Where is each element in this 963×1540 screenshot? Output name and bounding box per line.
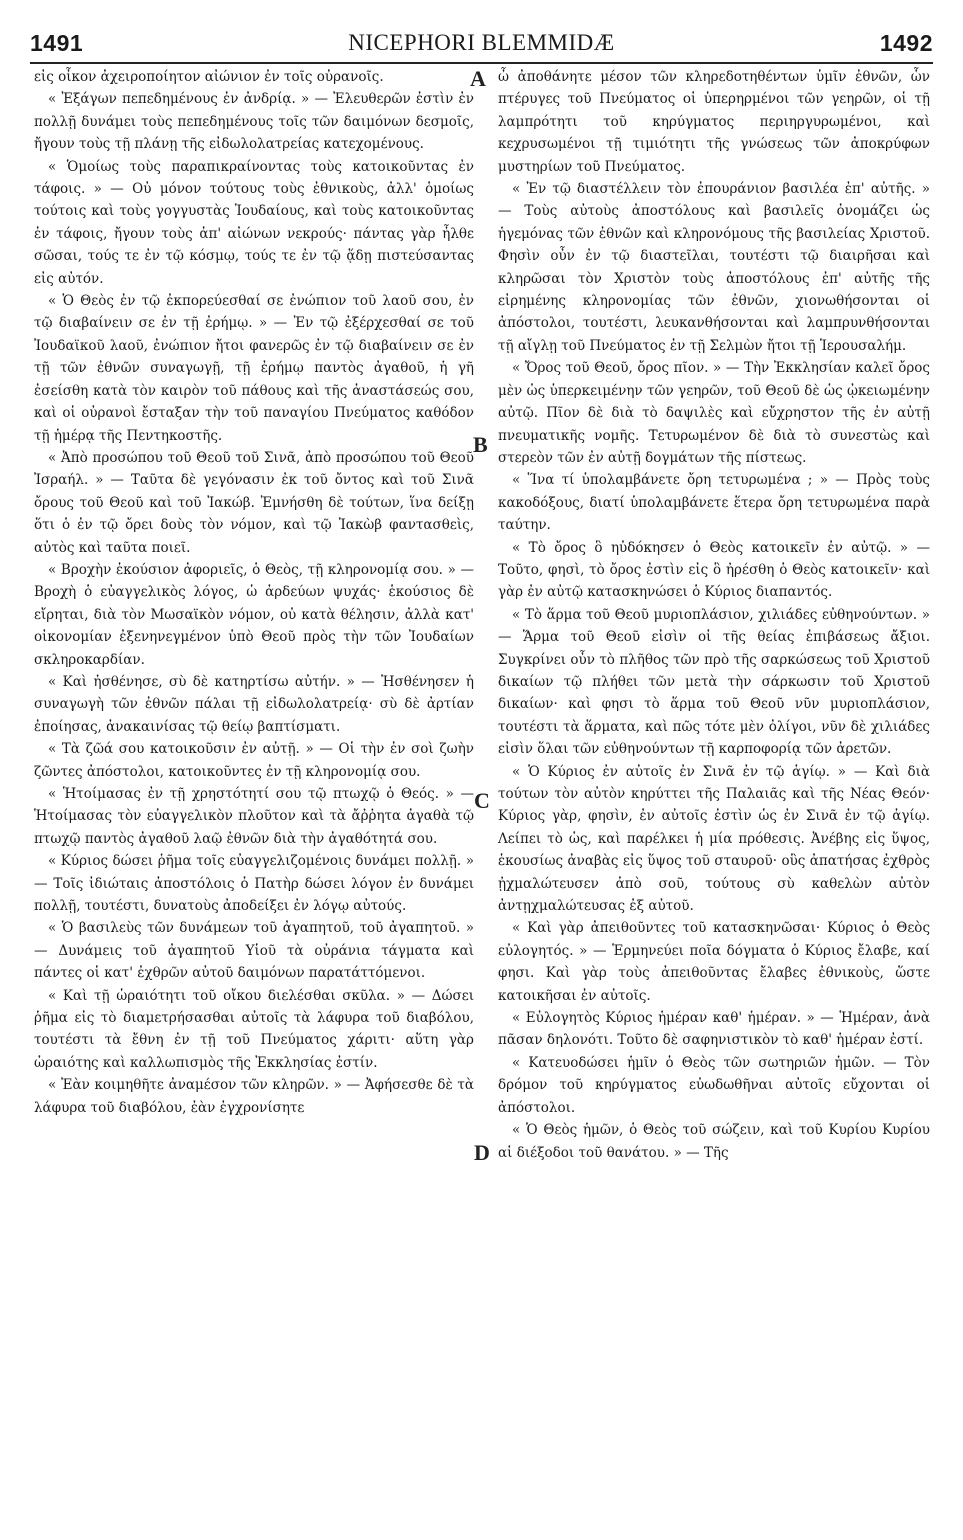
margin-letter-a: A xyxy=(470,66,486,91)
paragraph: εἰς οἶκον ἀχειροποίητον αἰώνιον ἐν τοῖς οὐρανοῖς. xyxy=(34,69,384,85)
right-page-number: 1492 xyxy=(879,30,933,56)
left-column xyxy=(34,66,474,1119)
paragraph: « Ἐξάγων πεπεδημένους ἐν ἀνδρίᾳ. » — Ἐλευθερῶν ἐστὶν ἐν πολλῇ δυνάμει τοὺς πεπεδημένους τοῖς τῶν δαιμόνων δεσμοῖς, ἤγουν τοὺς τῇ πλάνῃ τῆς εἰδωλολατρείας κατεχομένους. xyxy=(34,91,474,153)
paragraph: « Ἐὰν κοιμηθῆτε ἀναμέσον τῶν κληρῶν. » — Ἀφήσεσθε δὲ τὰ λάφυρα τοῦ διαβόλου, ἐὰν ἐγχρονίσητε xyxy=(34,1077,474,1116)
running-head xyxy=(30,22,933,64)
paragraph: « Ἐν τῷ διαστέλλειν τὸν ἐπουράνιον βασιλέα ἐπ' αὐτῆς. » — Τοὺς αὐτοὺς ἀποστόλους καὶ βασιλεῖς ὀνομάζει ὡς ἡγεμόνας τῶν ἐθνῶν καὶ κληρονόμους τῆς βασιλείας Χριστοῦ. Φησὶν οὖν ἐν τῷ διαστεῖλαι, τουτέστι τῷ διαιρῆσαι καὶ κληρῶσαι τὸν Χριστὸν τοὺς ἀποστόλους ἐπ' αὐτῆς τῆς εἰρημένης κληρονομίας τῶν ἐθνῶν, χιονωθήσονται οἱ ἀπόστολοι, τουτέστι, λευκανθήσονται καὶ λαμπρυνθήσονται τῇ αἴγλῃ τοῦ Πνεύματος ἐν τῇ Σελμὼν ἤτοι τῇ Ἱερουσαλήμ. xyxy=(498,181,930,354)
paragraph: « Ὁ βασιλεὺς τῶν δυνάμεων τοῦ ἀγαπητοῦ, τοῦ ἀγαπητοῦ. » — Δυνάμεις τοῦ ἀγαπητοῦ Υἱοῦ τὰ οὐράνια τάγματα καὶ πάντες οἱ κατ' ἐχθρῶν αὐτοῦ δαιμόνων παρατάττόμενοι. xyxy=(34,920,474,982)
paragraph: « Κύριος δώσει ῥῆμα τοῖς εὐαγγελιζομένοις δυνάμει πολλῇ. » — Τοῖς ἰδιώταις ἀποστόλοις ὁ Πατὴρ δώσει λόγον ἐν δυνάμει πολλῇ, τουτέστι, δυνατοὺς ἀποδείξει ἐν λόγῳ αὐτούς. xyxy=(34,853,474,915)
right-column xyxy=(498,66,930,1164)
paragraph: « Τὸ ἅρμα τοῦ Θεοῦ μυριοπλάσιον, χιλιάδες εὐθηνούντων. » — Ἅρμα τοῦ Θεοῦ εἰσὶν οἱ τῆς θείας ἐπιβάσεως ἄξιοι. Συγκρίνει οὖν τὸ πλῆθος τῶν πρὸ τῆς σαρκώσεως τοῦ Χριστοῦ δικαίων τῷ πλήθει τῶν μετὰ τὴν σάρκωσιν τοῦ Χριστοῦ δικαίων· καὶ φησι τὸ ἅρμα τοῦ Θεοῦ νῦν μυριοπλάσιον, τουτέστι τὰ ἅρματα, καὶ πῶς τότε μὲν ὀλίγοι, νῦν δὲ χιλιάδες εἰσὶν ὅλαι τῶν εὐθηνούντων τῇ καρποφορίᾳ τῶν ἀρετῶν. xyxy=(498,606,930,758)
paragraph: ὦ ἀποθάνητε μέσον τῶν κληρεδοτηθέντων ὑμῖν ἐθνῶν, ὧν πτέρυγες τοῦ Πνεύματος οἱ ὑπερηρμένοι τῶν γεηρῶν, οἱ τῇ λαμπρότητι τοῦ κηρύγματος περιηργυρωμένοι, καὶ κεχρυσωμένοι τῇ τιμιότητι τῆς γνώσεως τῶν ἀποκρύφων μυστηρίων τοῦ Πνεύματος. xyxy=(498,69,930,175)
paragraph: « Ὁ Κύριος ἐν αὐτοῖς ἐν Σινᾶ ἐν τῷ ἁγίῳ. » — Καὶ διὰ τούτων τὸν αὐτὸν κηρύττει τῆς Παλαιᾶς καὶ τῆς Νέας Θεόν· Κύριος γὰρ, φησὶν, ἐν αὐτοῖς ἐστὶν ὡς ἐν Σινᾶ ἐν τῷ ἁγίῳ. Λείπει τὸ ὡς, καὶ παρέλκει ἡ μία πρόθεσις. Ἀνέβης εἰς ὕψος, ἑκουσίως ἀναβὰς εἰς ὕψος τοῦ σταυροῦ· οὓς ἀπατήσας ἐχθρὸς ᾐχμαλώτευσεν ἀπὸ σοῦ, τούτους σὺ καθελὼν αὐτὸν ἀντῃχμαλώτευσας ἐξ αὐτοῦ. xyxy=(498,763,930,915)
paragraph: « Ὁμοίως τοὺς παραπικραίνοντας τοὺς κατοικοῦντας ἐν τάφοις. » — Οὐ μόνον τούτους τοὺς ἐθνικοὺς, ἀλλ' ὁμοίως τούτοις καὶ τοὺς γογγυστὰς Ἰουδαίους, καὶ τοὺς κατοικοῦντας ἐν τάφοις, ἤγουν τοὺς ἀπ' αἰώνων νεκρούς· πάντας γὰρ ἦλθε σῶσαι, τούς τε ἐν τῷ κόσμῳ, τούς τε ἐν τῷ ᾅδῃ πιστεύσαντας εἰς αὐτόν. xyxy=(34,158,474,287)
paragraph: « Καὶ ἠσθένησε, σὺ δὲ κατηρτίσω αὐτήν. » — Ἠσθένησεν ἡ συναγωγὴ τῶν ἐθνῶν πάλαι τῇ εἰδωλολατρείᾳ· σὺ δὲ ἀρτίαν ἐποίησας, ἀνακαινίσας τῷ θείῳ βαπτίσματι. xyxy=(34,673,474,735)
paragraph: « Ἀπὸ προσώπου τοῦ Θεοῦ τοῦ Σινᾶ, ἀπὸ προσώπου τοῦ Θεοῦ Ἰσραήλ. » — Ταῦτα δὲ γεγόνασιν ἐκ τοῦ ὄντος καὶ τοῦ Σινᾶ ὄρους τοῦ Θεοῦ καὶ τοῦ Ἰακώβ. Ἐμνήσθη δὲ τούτων, ἵνα δείξῃ ὅτι ὁ ἐν τῷ ὄρει δοὺς τὸν νόμον, καὶ τῷ Ἰακὼβ φαντασθεὶς, αὐτὸς καὶ ταῦτα ποιεῖ. xyxy=(34,449,474,556)
paragraph: « Ὁ Θεὸς ἡμῶν, ὁ Θεὸς τοῦ σώζειν, καὶ τοῦ Κυρίου Κυρίου αἱ διέξοδοι τοῦ θανάτου. » — Τῆς xyxy=(498,1122,930,1161)
paragraph: « Ἵνα τί ὑπολαμβάνετε ὄρη τετυρωμένα ; » — Πρὸς τοὺς κακοδόξους, διατί ὑπολαμβάνετε ἕτερα ὄρη τετυρωμένα παρὰ ταύτην. xyxy=(498,472,930,534)
paragraph: « Βροχὴν ἑκούσιον ἀφοριεῖς, ὁ Θεὸς, τῇ κληρονομίᾳ σου. » — Βροχὴ ὁ εὐαγγελικὸς λόγος, ὡ ἀρδεύων ψυχάς· ἑκούσιος δὲ εἴρηται, διὰ τὸν Μωσαϊκὸν νόμον, οὐ κατὰ θέλησιν, ἀλλὰ κατ' οἰκονομίαν ἐξενηνεγμένον ὑπὸ Θεοῦ πρὸς τὴν τῶν Ἰουδαίων σκληροκαρδίαν. xyxy=(34,561,474,668)
paragraph: « Κατευοδώσει ἡμῖν ὁ Θεὸς τῶν σωτηριῶν ἡμῶν. — Τὸν δρόμον τοῦ κηρύγματος εὐωδωθῆναι αὐτοῖς εὔχονται οἱ ἀπόστολοι. xyxy=(498,1054,930,1116)
left-page-number: 1491 xyxy=(30,30,84,56)
paragraph: « Ὄρος τοῦ Θεοῦ, ὄρος πῖον. » — Τὴν Ἐκκλησίαν καλεῖ ὄρος μὲν ὡς ὑπερκειμένην τῶν γεηρῶν, τοῦ Θεοῦ δὲ ὡς ᾠκειωμένην αὐτῷ. Πῖον δὲ διὰ τὸ δαψιλὲς καὶ εὔχρηστον τῆς ἐν αὐτῇ πνευματικῆς νομῆς. Τετυρωμένον δὲ διὰ τὸ συνεστὼς καὶ στερεὸν τῶν ἐν αὐτῇ δογμάτων τῆς πίστεως. xyxy=(498,360,930,466)
paragraph: « Καὶ γὰρ ἀπειθοῦντες τοῦ κατασκηνῶσαι· Κύριος ὁ Θεὸς εὐλογητός. » — Ἑρμηνεύει ποῖα δόγματα ὁ Κύριος ἔλαβε, καί φησι. Καὶ γὰρ τοὺς ἀπειθοῦντας ἔλαβες ἐθνικοὺς, ὥστε κατοικῆσαι ἐν αὐτοῖς. xyxy=(498,920,930,1004)
margin-letter-c: C xyxy=(474,788,490,813)
margin-letter-b: B xyxy=(473,432,488,457)
running-title: NICEPHORI BLEMMIDÆ xyxy=(348,30,615,55)
margin-letter-d: D xyxy=(474,1140,490,1165)
paragraph: « Τὸ ὄρος ὃ ηὐδόκησεν ὁ Θεὸς κατοικεῖν ἐν αὐτῷ. » — Τοῦτο, φησὶ, τὸ ὄρος ἐστὶν εἰς ὃ ἠρέσθη ὁ Θεὸς κατοικεῖν· καὶ γὰρ ἐν αὐτῷ κατασκηνώσει ὁ Κύριος διαπαντός. xyxy=(498,539,930,601)
paragraph: « Εὐλογητὸς Κύριος ἡμέραν καθ' ἡμέραν. » — Ἡμέραν, ἀνὰ πᾶσαν δηλονότι. Τοῦτο δὲ σαφηνιστικὸν τὸ καθ' ἡμέραν ἐστί. xyxy=(498,1010,930,1049)
paragraph: « Τὰ ζῶά σου κατοικοῦσιν ἐν αὐτῇ. » — Οἱ τὴν ἐν σοὶ ζωὴν ζῶντες ἀπόστολοι, κατοικοῦντες ἐν τῇ κληρονομίᾳ σου. xyxy=(34,741,474,780)
paragraph: « Καὶ τῇ ὡραιότητι τοῦ οἴκου διελέσθαι σκῦλα. » — Δώσει ῥῆμα εἰς τὸ διαμετρήσασθαι αὐτοῖς τὰ λάφυρα τοῦ διαβόλου, τουτέστι τὰ ἔθνη ἐν τῇ τοῦ Πνεύματος χάριτι· αὕτη γὰρ ὡραιότης καὶ καλλωπισμὸς τῆς Ἐκκλησίας ἐστίν. xyxy=(34,987,474,1071)
paragraph: « Ἡτοίμασας ἐν τῇ χρηστότητί σου τῷ πτωχῷ ὁ Θεός. » — Ἡτοίμασας τὸν εὐαγγελικὸν πλοῦτον καὶ τὰ ἄῤῥητα ἀγαθὰ τῷ πτωχῷ παντὸς ἀγαθοῦ λαῷ ἐθνῶν διὰ τὴν ἀγαθότητά σου. xyxy=(34,786,474,847)
paragraph: « Ὁ Θεὸς ἐν τῷ ἐκπορεύεσθαί σε ἐνώπιον τοῦ λαοῦ σου, ἐν τῷ διαβαίνειν σε ἐν τῇ ἐρήμῳ. » — Ἐν τῷ ἐξέρχεσθαί σε τοῦ Ἰουδαϊκοῦ λαοῦ, ἐνώπιον ἤτοι φανερῶς ἐν τῷ διαβαίνειν σε ἐν τῇ τῶν ἐθνῶν συναγωγῇ, τῇ ἐρήμῳ παντὸς ἀγαθοῦ, ἡ γῆ ἐσείσθη κατὰ τὸν καιρὸν τοῦ πάθους καὶ τῆς ἀναστάσεώς σου, καὶ οἱ οὐρανοὶ ἔσταξαν τὴν τοῦ παναγίου Πνεύματος καθόδον τῇ ἡμέρᾳ τῆς Πεντηκοστῆς. xyxy=(34,293,474,444)
